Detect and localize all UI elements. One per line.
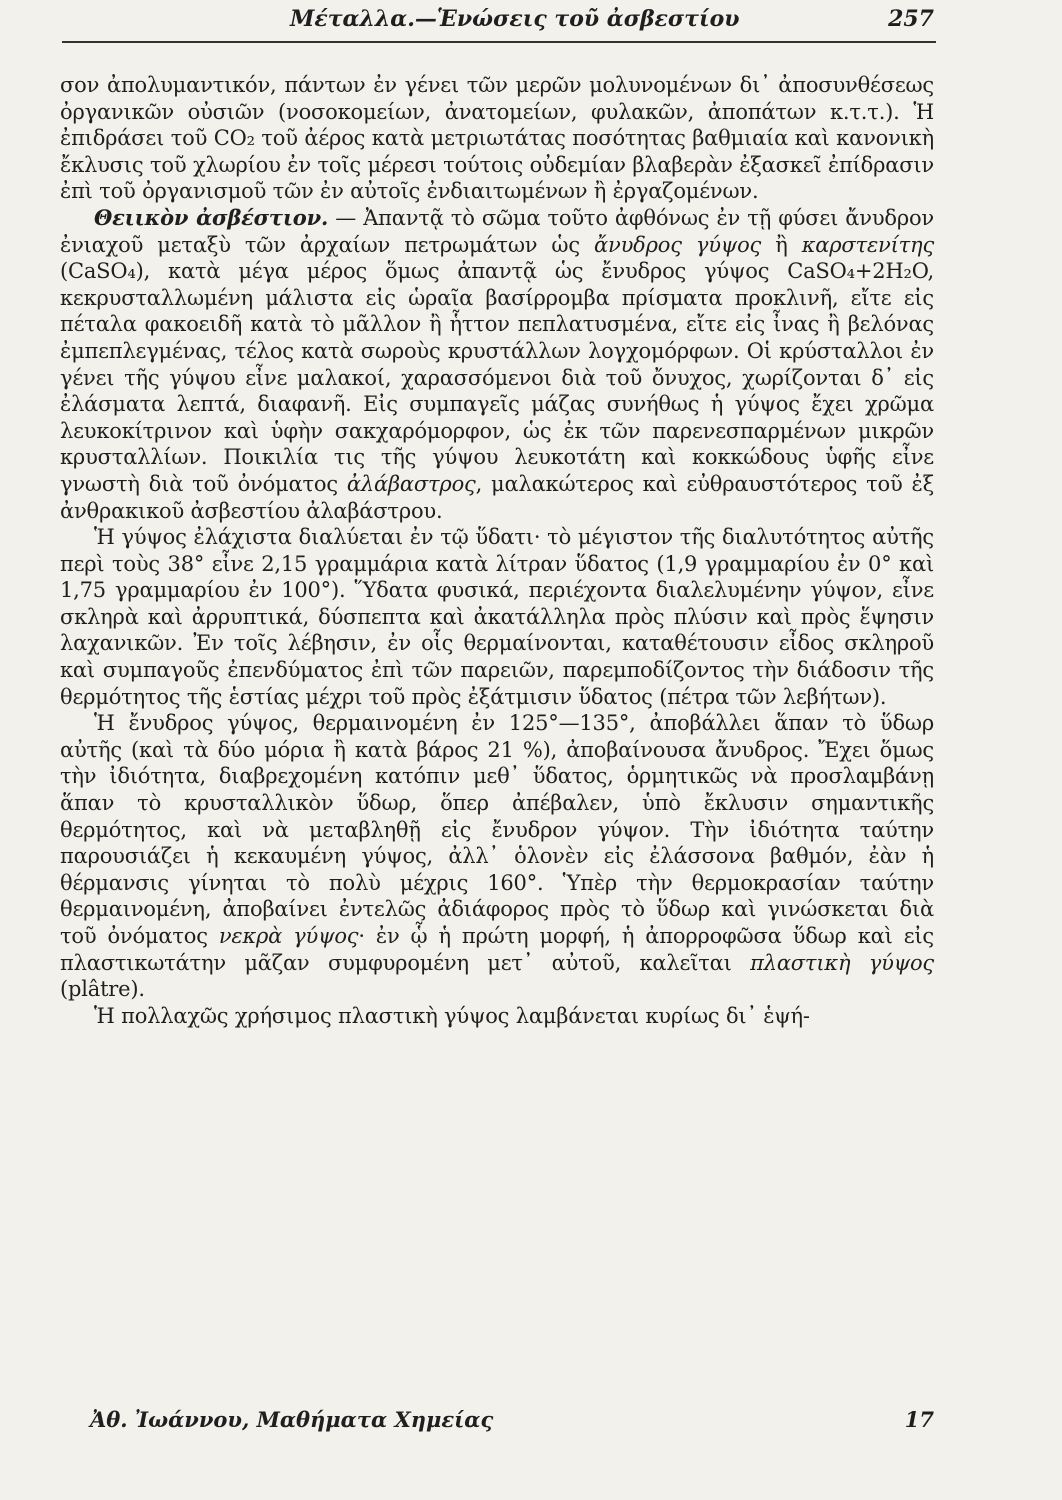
footer-text: Ἀθ. Ἰωάννου, Μαθήματα Χημείας (90, 1407, 494, 1432)
paragraph-5: Ἡ πολλαχῶς χρήσιμος πλαστικὴ γύψος λαμβάνεται κυρίως δι᾽ ἑψή- (94, 1003, 810, 1028)
section-heading: Θειικὸν ἀσβέστιον. (94, 204, 329, 230)
page-footer (90, 1407, 934, 1432)
page-number: 257 (888, 6, 934, 32)
header-rule (62, 41, 936, 43)
paragraph-3: Ἡ γύψος ἐλάχιστα διαλύεται ἐν τῷ ὕδατι· τὸ μέγιστον τῆς διαλυτότητος αὐτῆς περὶ τοὺς 38° εἶνε 2,15 γραμμάρια κατὰ λίτραν ὕδατος (1,9 γραμμαρίου ἐν 0° καὶ 1,75 γραμμαρίου ἐν 100°). Ὕδατα φυσικά, περιέχοντα διαλελυμένην γύψον, εἶνε σκληρὰ καὶ ἀρρυπτικά, δύσπεπτα καὶ ἀκατάλληλα πρὸς πλύσιν καὶ πρὸς ἕψησιν λαχανικῶν. Ἐν τοῖς λέβησιν, ἐν οἷς θερμαίνονται, καταθέτουσιν εἶδος σκληροῦ καὶ συμπαγοῦς ἐπενδύματος ἐπὶ τῶν παρειῶν, παρεμποδίζοντος τὴν διάδοσιν τῆς θερμότητος τῆς ἑστίας μέχρι τοῦ πρὸς ἐξάτμισιν ὕδατος (πέτρα τῶν λεβήτων). (60, 525, 934, 709)
header-title: Μέταλλα.—Ἑνώσεις τοῦ ἀσβεστίου (290, 6, 740, 32)
paragraph-4: Ἡ ἔνυδρος γύψος, θερμαινομένη ἐν 125°—135°, ἀποβάλλει ἅπαν τὸ ὕδωρ αὐτῆς (καὶ τὰ δύο μόρια ἢ κατὰ βάρος 21 %), ἀποβαίνουσα ἄνυδρος. Ἔχει ὅμως τὴν ἰδιότητα, διαβρεχομένη κατόπιν μεθ᾽ ὕδατος, ὁρμητικῶς νὰ προσλαμβάνῃ ἅπαν τὸ κρυσταλλικὸν ὕδωρ, ὅπερ ἀπέβαλεν, ὑπὸ ἔκλυσιν σημαντικῆς θερμότητος, καὶ νὰ μεταβληθῇ εἰς ἔνυδρον γύψον. Τὴν ἰδιότητα ταύτην παρουσιάζει ἡ κεκαυμένη γύψος, ἀλλ᾽ ὁλονὲν εἰς ἐλάσσονα βαθμόν, ἐὰν ἡ θέρμανσις γίνηται τὸ πολὺ μέχρις 160°. Ὑπὲρ τὴν θερμοκρασίαν ταύτην θερμαινομένη, ἀποβαίνει ἐντελῶς ἀδιάφορος πρὸς τὸ ὕδωρ καὶ γινώσκεται διὰ τοῦ ὀνόματος νεκρὰ γύψος· ἐν ᾧ ἡ πρώτη μορφή, ἡ ἀπορροφῶσα ὕδωρ καὶ εἰς πλαστικωτάτην μᾶζαν συμφυρομένη μετ᾽ αὐτοῦ, καλεῖται πλαστικὴ γύψος (plâtre). (60, 711, 934, 1002)
paragraph-1: σον ἀπολυμαντικόν, πάντων ἐν γένει τῶν μερῶν μολυνομένων δι᾽ ἀποσυνθέσεως ὀργανικῶν οὐσιῶν (νοσοκομείων, ἀνατομείων, φυλακῶν, ἀποπάτων κ.τ.τ.). Ἡ ἐπιδράσει τοῦ CO₂ τοῦ ἀέρος κατὰ μετριωτάτας ποσότητας βαθμιαία καὶ κανονικὴ ἔκλυσις τοῦ χλωρίου ἐν τοῖς μέρεσι τούτοις οὐδεμίαν βλαβερὰν ἐξασκεῖ ἐπίδρασιν ἐπὶ τοῦ ὀργανισμοῦ τῶν ἐν αὐτοῖς ἐνδιαιτωμένων ἢ ἐργαζομένων. (60, 73, 934, 204)
paragraph-2: Θειικὸν ἀσβέστιον. — Ἀπαντᾷ τὸ σῶμα τοῦτο ἀφθόνως ἐν τῇ φύσει ἄνυδρον ἐνιαχοῦ μεταξὺ τῶν ἀρχαίων πετρωμάτων ὡς ἄνυδρος γύψος ἢ καρστενίτης (CaSO₄), κατὰ μέγα μέρος ὅμως ἀπαντᾷ ὡς ἔνυδρος γύψος CaSO₄+2H₂O, κεκρυσταλλωμένη μάλιστα εἰς ὡραῖα βασίρρομβα πρίσματα προκλινῆ, εἴτε εἰς πέταλα φακοειδῆ κατὰ τὸ μᾶλλον ἢ ἧττον πεπλατυσμένα, εἴτε εἰς ἶνας ἢ βελόνας ἐμπεπλεγμένας, τέλος κατὰ σωροὺς κρυστάλλων λογχομόρφων. Οἱ κρύσταλλοι ἐν γένει τῆς γύψου εἶνε μαλακοί, χαρασσόμενοι διὰ τοῦ ὄνυχος, χωρίζονται δ᾽ εἰς ἐλάσματα λεπτά, διαφανῆ. Εἰς συμπαγεῖς μάζας συνήθως ἡ γύψος ἔχει χρῶμα λευκοκίτρινον καὶ ὑφὴν σακχαρόμορφον, ὡς ἐκ τῶν παρενεσπαρμένων μικρῶν κρυσταλλίων. Ποικιλία τις τῆς γύψου λευκοτάτη καὶ κοκκώδους ὑφῆς εἶνε γνωστὴ διὰ τοῦ ὀνόματος ἀλάβαστρος, μαλακώτερος καὶ εὐθραυστότερος τοῦ ἐξ ἀνθρακικοῦ ἀσβεστίου ἀλαβάστρου. (60, 204, 934, 523)
signature-number: 17 (904, 1407, 934, 1432)
running-header (60, 6, 934, 32)
page-body (60, 72, 934, 1029)
